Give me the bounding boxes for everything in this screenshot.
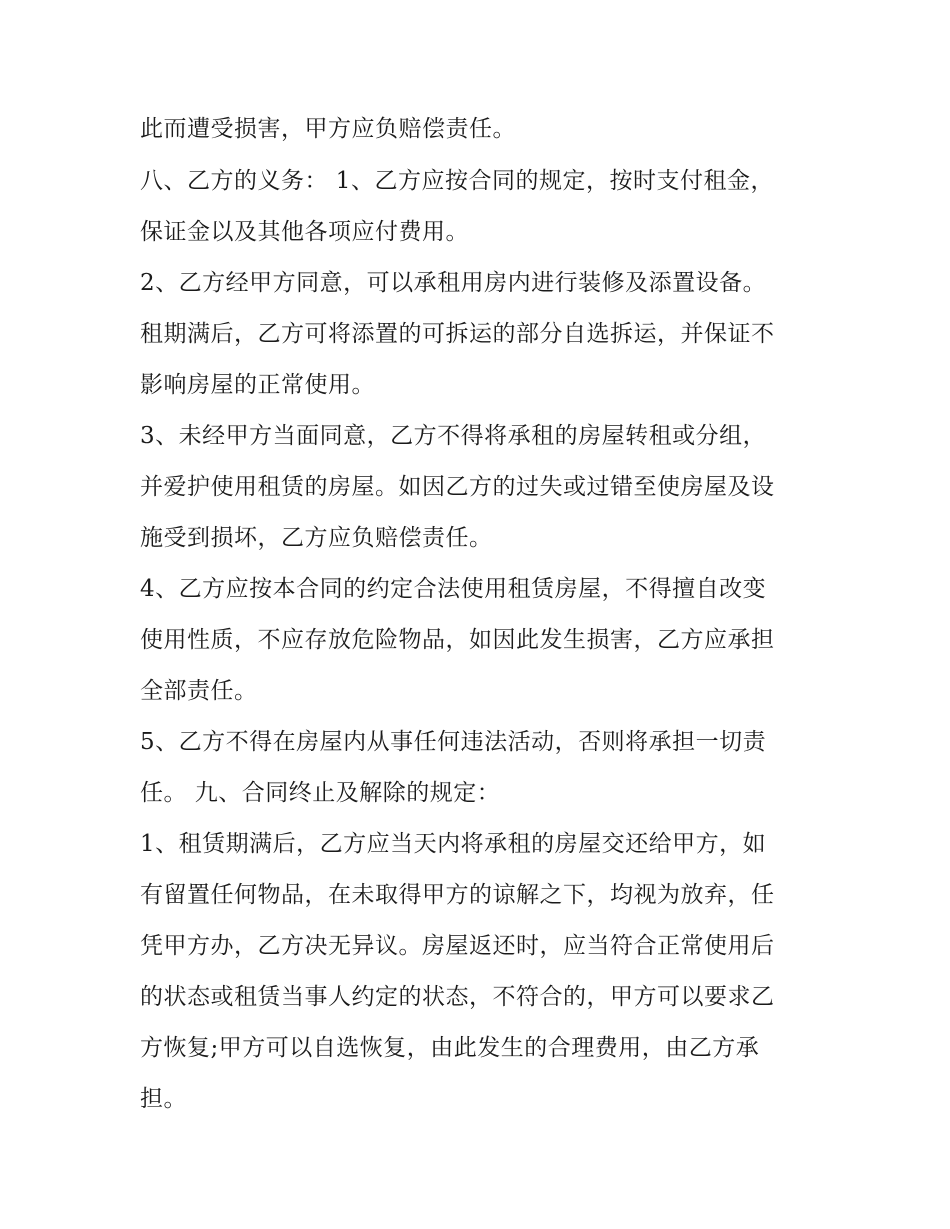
text-line: 担。 — [140, 1086, 187, 1112]
text-line: 有留置任何物品，在未取得甲方的谅解之下，均视为放弃，任 — [140, 882, 775, 908]
text-line: 1、租赁期满后，乙方应当天内将承租的房屋交还给甲方，如 — [140, 831, 767, 857]
text-line: 3、未经甲方当面同意，乙方不得将承租的房屋转租或分组， — [140, 423, 767, 449]
text-line: 4、乙方应按本合同的约定合法使用租赁房屋，不得擅自改变 — [140, 576, 767, 602]
text-line: 施受到损坏，乙方应负赔偿责任。 — [140, 525, 493, 551]
text-line: 并爱护使用租赁的房屋。如因乙方的过失或过错至使房屋及设 — [140, 474, 775, 500]
text-line: 的状态或租赁当事人约定的状态，不符合的，甲方可以要求乙 — [140, 984, 775, 1010]
text-line: 全部责任。 — [140, 678, 258, 704]
text-line: 2、乙方经甲方同意，可以承租用房内进行装修及添置设备。 — [140, 270, 767, 296]
text-line: 任。 九、合同终止及解除的规定： — [140, 780, 501, 806]
text-line: 影响房屋的正常使用。 — [140, 372, 375, 398]
text-line: 租期满后，乙方可将添置的可拆运的部分自选拆运，并保证不 — [140, 321, 775, 347]
text-line: 此而遭受损害，甲方应负赔偿责任。 — [140, 116, 516, 142]
text-line: 使用性质，不应存放危险物品，如因此发生损害，乙方应承担 — [140, 627, 775, 653]
text-line: 凭甲方办，乙方决无异议。房屋返还时，应当符合正常使用后 — [140, 933, 775, 959]
text-line: 八、乙方的义务： 1、乙方应按合同的规定，按时支付租金， — [140, 168, 774, 194]
text-line: 方恢复;甲方可以自选恢复，由此发生的合理费用，由乙方承 — [140, 1035, 760, 1061]
text-line: 5、乙方不得在房屋内从事任何违法活动，否则将承担一切责 — [140, 729, 767, 755]
text-line: 保证金以及其他各项应付费用。 — [140, 219, 469, 245]
